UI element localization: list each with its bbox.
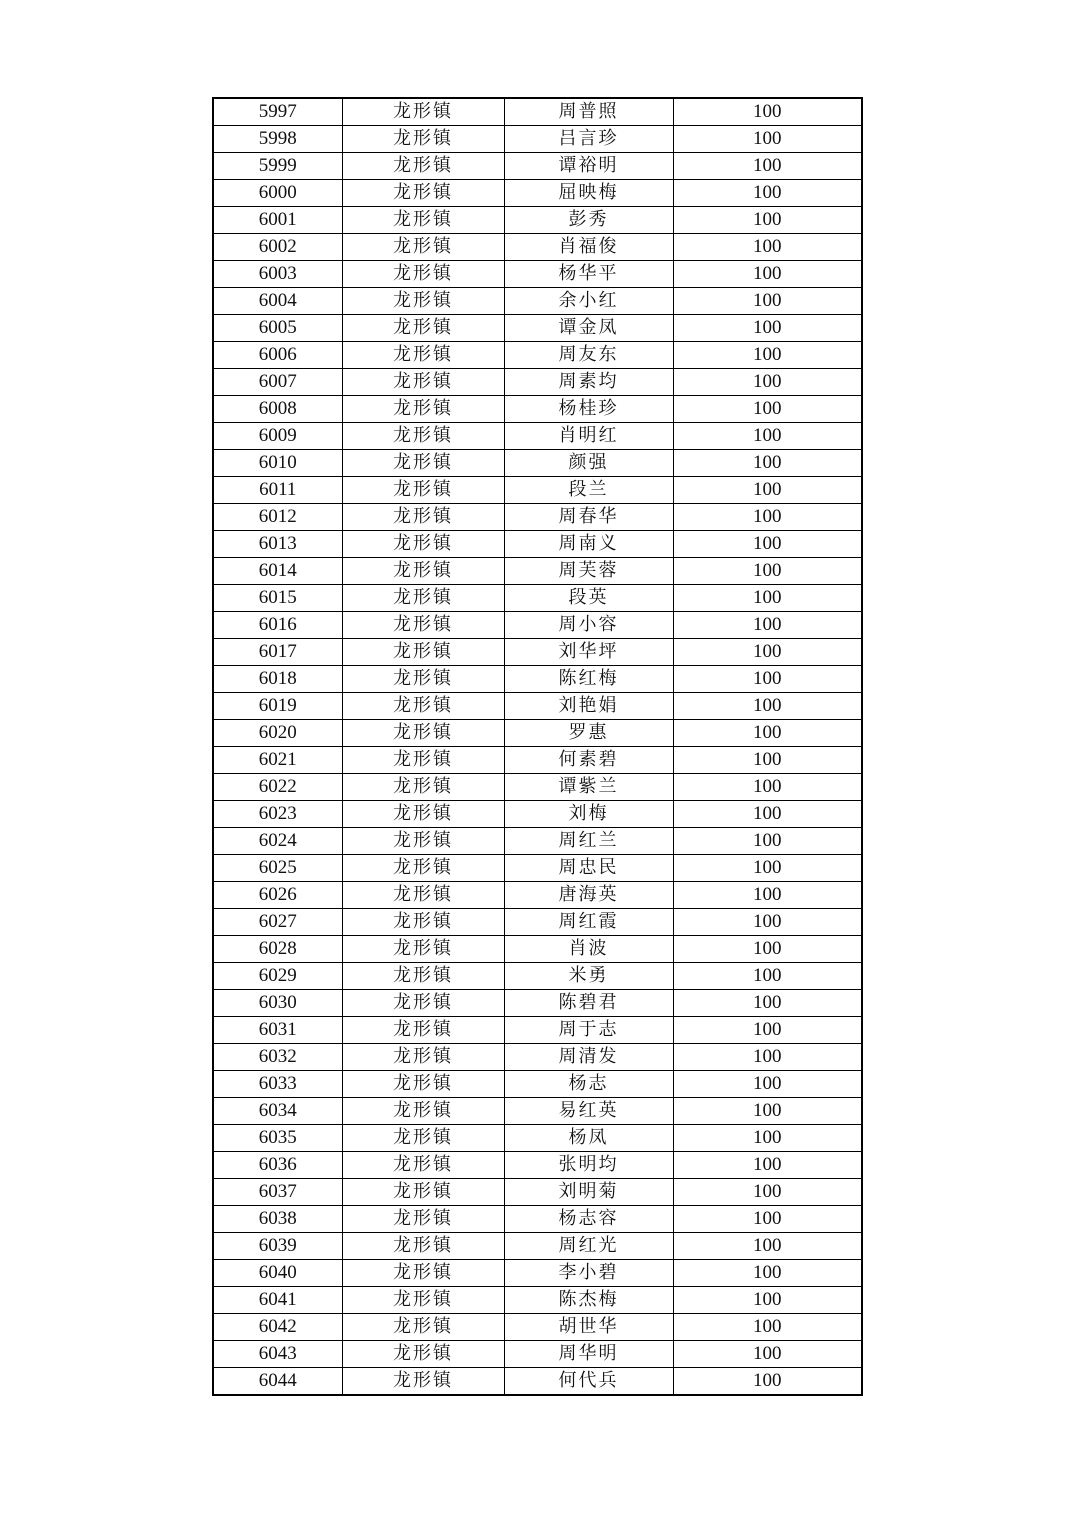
- amount-cell: 100: [673, 261, 862, 288]
- person-name-cell: 杨桂珍: [504, 396, 673, 423]
- person-name-cell: 杨华平: [504, 261, 673, 288]
- table-row: [213, 1314, 862, 1341]
- table-row: [213, 369, 862, 396]
- roster-table-body: [213, 98, 862, 1395]
- table-row: [213, 855, 862, 882]
- town-cell: 龙形镇: [342, 207, 504, 234]
- person-name-cell: 周南义: [504, 531, 673, 558]
- town-cell: 龙形镇: [342, 1341, 504, 1368]
- town-cell: 龙形镇: [342, 126, 504, 153]
- town-cell: 龙形镇: [342, 1098, 504, 1125]
- amount-cell: 100: [673, 315, 862, 342]
- serial-number-cell: 5997: [213, 98, 342, 126]
- table-row: [213, 936, 862, 963]
- town-cell: 龙形镇: [342, 369, 504, 396]
- person-name-cell: 段兰: [504, 477, 673, 504]
- amount-cell: 100: [673, 558, 862, 585]
- person-name-cell: 周素均: [504, 369, 673, 396]
- amount-cell: 100: [673, 477, 862, 504]
- serial-number-cell: 6018: [213, 666, 342, 693]
- amount-cell: 100: [673, 1098, 862, 1125]
- person-name-cell: 唐海英: [504, 882, 673, 909]
- serial-number-cell: 6015: [213, 585, 342, 612]
- amount-cell: 100: [673, 1260, 862, 1287]
- serial-number-cell: 6000: [213, 180, 342, 207]
- serial-number-cell: 6023: [213, 801, 342, 828]
- town-cell: 龙形镇: [342, 1017, 504, 1044]
- amount-cell: 100: [673, 98, 862, 126]
- serial-number-cell: 6033: [213, 1071, 342, 1098]
- town-cell: 龙形镇: [342, 1071, 504, 1098]
- person-name-cell: 谭金凤: [504, 315, 673, 342]
- amount-cell: 100: [673, 666, 862, 693]
- amount-cell: 100: [673, 882, 862, 909]
- town-cell: 龙形镇: [342, 342, 504, 369]
- town-cell: 龙形镇: [342, 936, 504, 963]
- amount-cell: 100: [673, 1233, 862, 1260]
- person-name-cell: 刘明菊: [504, 1179, 673, 1206]
- serial-number-cell: 6010: [213, 450, 342, 477]
- table-row: [213, 234, 862, 261]
- serial-number-cell: 6038: [213, 1206, 342, 1233]
- person-name-cell: 李小碧: [504, 1260, 673, 1287]
- town-cell: 龙形镇: [342, 1125, 504, 1152]
- table-row: [213, 504, 862, 531]
- town-cell: 龙形镇: [342, 828, 504, 855]
- serial-number-cell: 6016: [213, 612, 342, 639]
- serial-number-cell: 5998: [213, 126, 342, 153]
- person-name-cell: 杨志: [504, 1071, 673, 1098]
- amount-cell: 100: [673, 828, 862, 855]
- town-cell: 龙形镇: [342, 315, 504, 342]
- serial-number-cell: 5999: [213, 153, 342, 180]
- serial-number-cell: 6032: [213, 1044, 342, 1071]
- table-row: [213, 747, 862, 774]
- town-cell: 龙形镇: [342, 990, 504, 1017]
- serial-number-cell: 6003: [213, 261, 342, 288]
- serial-number-cell: 6013: [213, 531, 342, 558]
- table-row: [213, 261, 862, 288]
- table-row: [213, 531, 862, 558]
- serial-number-cell: 6009: [213, 423, 342, 450]
- person-name-cell: 周小容: [504, 612, 673, 639]
- serial-number-cell: 6042: [213, 1314, 342, 1341]
- person-name-cell: 谭裕明: [504, 153, 673, 180]
- town-cell: 龙形镇: [342, 180, 504, 207]
- amount-cell: 100: [673, 909, 862, 936]
- amount-cell: 100: [673, 207, 862, 234]
- town-cell: 龙形镇: [342, 801, 504, 828]
- town-cell: 龙形镇: [342, 1287, 504, 1314]
- serial-number-cell: 6034: [213, 1098, 342, 1125]
- person-name-cell: 彭秀: [504, 207, 673, 234]
- table-row: [213, 1260, 862, 1287]
- table-row: [213, 153, 862, 180]
- town-cell: 龙形镇: [342, 234, 504, 261]
- person-name-cell: 周忠民: [504, 855, 673, 882]
- table-row: [213, 477, 862, 504]
- amount-cell: 100: [673, 1314, 862, 1341]
- person-name-cell: 周于志: [504, 1017, 673, 1044]
- serial-number-cell: 6035: [213, 1125, 342, 1152]
- table-row: [213, 1179, 862, 1206]
- amount-cell: 100: [673, 153, 862, 180]
- town-cell: 龙形镇: [342, 504, 504, 531]
- town-cell: 龙形镇: [342, 1260, 504, 1287]
- serial-number-cell: 6014: [213, 558, 342, 585]
- person-name-cell: 肖明红: [504, 423, 673, 450]
- person-name-cell: 肖波: [504, 936, 673, 963]
- table-row: [213, 98, 862, 126]
- person-name-cell: 米勇: [504, 963, 673, 990]
- table-row: [213, 1098, 862, 1125]
- table-row: [213, 1071, 862, 1098]
- table-row: [213, 342, 862, 369]
- table-row: [213, 909, 862, 936]
- town-cell: 龙形镇: [342, 666, 504, 693]
- serial-number-cell: 6026: [213, 882, 342, 909]
- serial-number-cell: 6029: [213, 963, 342, 990]
- town-cell: 龙形镇: [342, 450, 504, 477]
- serial-number-cell: 6004: [213, 288, 342, 315]
- roster-table: [212, 97, 863, 1396]
- table-row: [213, 1152, 862, 1179]
- person-name-cell: 张明均: [504, 1152, 673, 1179]
- amount-cell: 100: [673, 693, 862, 720]
- amount-cell: 100: [673, 720, 862, 747]
- table-row: [213, 585, 862, 612]
- table-row: [213, 1044, 862, 1071]
- person-name-cell: 周红光: [504, 1233, 673, 1260]
- town-cell: 龙形镇: [342, 1152, 504, 1179]
- town-cell: 龙形镇: [342, 477, 504, 504]
- person-name-cell: 胡世华: [504, 1314, 673, 1341]
- amount-cell: 100: [673, 963, 862, 990]
- town-cell: 龙形镇: [342, 855, 504, 882]
- serial-number-cell: 6022: [213, 774, 342, 801]
- person-name-cell: 周友东: [504, 342, 673, 369]
- person-name-cell: 周红兰: [504, 828, 673, 855]
- town-cell: 龙形镇: [342, 1206, 504, 1233]
- person-name-cell: 周红霞: [504, 909, 673, 936]
- amount-cell: 100: [673, 1125, 862, 1152]
- amount-cell: 100: [673, 126, 862, 153]
- serial-number-cell: 6012: [213, 504, 342, 531]
- table-row: [213, 1233, 862, 1260]
- table-row: [213, 423, 862, 450]
- serial-number-cell: 6021: [213, 747, 342, 774]
- serial-number-cell: 6007: [213, 369, 342, 396]
- town-cell: 龙形镇: [342, 1314, 504, 1341]
- town-cell: 龙形镇: [342, 774, 504, 801]
- amount-cell: 100: [673, 1044, 862, 1071]
- person-name-cell: 陈碧君: [504, 990, 673, 1017]
- town-cell: 龙形镇: [342, 909, 504, 936]
- person-name-cell: 周普照: [504, 98, 673, 126]
- amount-cell: 100: [673, 234, 862, 261]
- serial-number-cell: 6030: [213, 990, 342, 1017]
- table-row: [213, 288, 862, 315]
- table-row: [213, 126, 862, 153]
- serial-number-cell: 6008: [213, 396, 342, 423]
- town-cell: 龙形镇: [342, 747, 504, 774]
- town-cell: 龙形镇: [342, 98, 504, 126]
- serial-number-cell: 6037: [213, 1179, 342, 1206]
- table-row: [213, 828, 862, 855]
- person-name-cell: 易红英: [504, 1098, 673, 1125]
- person-name-cell: 颜强: [504, 450, 673, 477]
- serial-number-cell: 6019: [213, 693, 342, 720]
- town-cell: 龙形镇: [342, 288, 504, 315]
- amount-cell: 100: [673, 396, 862, 423]
- serial-number-cell: 6044: [213, 1368, 342, 1396]
- amount-cell: 100: [673, 585, 862, 612]
- table-row: [213, 1341, 862, 1368]
- town-cell: 龙形镇: [342, 585, 504, 612]
- table-row: [213, 558, 862, 585]
- person-name-cell: 杨凤: [504, 1125, 673, 1152]
- town-cell: 龙形镇: [342, 261, 504, 288]
- serial-number-cell: 6006: [213, 342, 342, 369]
- serial-number-cell: 6043: [213, 1341, 342, 1368]
- person-name-cell: 何素碧: [504, 747, 673, 774]
- serial-number-cell: 6020: [213, 720, 342, 747]
- table-row: [213, 666, 862, 693]
- town-cell: 龙形镇: [342, 558, 504, 585]
- serial-number-cell: 6005: [213, 315, 342, 342]
- table-row: [213, 180, 862, 207]
- person-name-cell: 周芙蓉: [504, 558, 673, 585]
- amount-cell: 100: [673, 936, 862, 963]
- table-row: [213, 1368, 862, 1396]
- person-name-cell: 周华明: [504, 1341, 673, 1368]
- town-cell: 龙形镇: [342, 612, 504, 639]
- amount-cell: 100: [673, 774, 862, 801]
- amount-cell: 100: [673, 531, 862, 558]
- table-row: [213, 1125, 862, 1152]
- person-name-cell: 谭紫兰: [504, 774, 673, 801]
- amount-cell: 100: [673, 1287, 862, 1314]
- town-cell: 龙形镇: [342, 1179, 504, 1206]
- table-row: [213, 774, 862, 801]
- serial-number-cell: 6041: [213, 1287, 342, 1314]
- person-name-cell: 罗惠: [504, 720, 673, 747]
- amount-cell: 100: [673, 1206, 862, 1233]
- serial-number-cell: 6011: [213, 477, 342, 504]
- serial-number-cell: 6027: [213, 909, 342, 936]
- serial-number-cell: 6017: [213, 639, 342, 666]
- serial-number-cell: 6031: [213, 1017, 342, 1044]
- person-name-cell: 刘梅: [504, 801, 673, 828]
- person-name-cell: 吕言珍: [504, 126, 673, 153]
- town-cell: 龙形镇: [342, 882, 504, 909]
- table-row: [213, 1287, 862, 1314]
- amount-cell: 100: [673, 1017, 862, 1044]
- amount-cell: 100: [673, 342, 862, 369]
- amount-cell: 100: [673, 180, 862, 207]
- amount-cell: 100: [673, 1071, 862, 1098]
- person-name-cell: 刘艳娟: [504, 693, 673, 720]
- serial-number-cell: 6036: [213, 1152, 342, 1179]
- amount-cell: 100: [673, 1341, 862, 1368]
- amount-cell: 100: [673, 369, 862, 396]
- town-cell: 龙形镇: [342, 693, 504, 720]
- person-name-cell: 陈杰梅: [504, 1287, 673, 1314]
- amount-cell: 100: [673, 1152, 862, 1179]
- table-row: [213, 882, 862, 909]
- table-row: [213, 801, 862, 828]
- amount-cell: 100: [673, 801, 862, 828]
- person-name-cell: 周清发: [504, 1044, 673, 1071]
- amount-cell: 100: [673, 450, 862, 477]
- town-cell: 龙形镇: [342, 639, 504, 666]
- amount-cell: 100: [673, 504, 862, 531]
- person-name-cell: 何代兵: [504, 1368, 673, 1396]
- amount-cell: 100: [673, 1368, 862, 1396]
- town-cell: 龙形镇: [342, 1368, 504, 1396]
- table-row: [213, 1206, 862, 1233]
- table-row: [213, 693, 862, 720]
- serial-number-cell: 6001: [213, 207, 342, 234]
- town-cell: 龙形镇: [342, 1044, 504, 1071]
- serial-number-cell: 6024: [213, 828, 342, 855]
- town-cell: 龙形镇: [342, 963, 504, 990]
- serial-number-cell: 6002: [213, 234, 342, 261]
- person-name-cell: 段英: [504, 585, 673, 612]
- town-cell: 龙形镇: [342, 720, 504, 747]
- serial-number-cell: 6028: [213, 936, 342, 963]
- table-row: [213, 990, 862, 1017]
- person-name-cell: 屈映梅: [504, 180, 673, 207]
- table-row: [213, 396, 862, 423]
- town-cell: 龙形镇: [342, 153, 504, 180]
- person-name-cell: 肖福俊: [504, 234, 673, 261]
- amount-cell: 100: [673, 1179, 862, 1206]
- person-name-cell: 周春华: [504, 504, 673, 531]
- amount-cell: 100: [673, 288, 862, 315]
- table-row: [213, 1017, 862, 1044]
- amount-cell: 100: [673, 747, 862, 774]
- town-cell: 龙形镇: [342, 531, 504, 558]
- table-row: [213, 207, 862, 234]
- town-cell: 龙形镇: [342, 396, 504, 423]
- person-name-cell: 杨志容: [504, 1206, 673, 1233]
- town-cell: 龙形镇: [342, 423, 504, 450]
- table-row: [213, 963, 862, 990]
- table-row: [213, 639, 862, 666]
- serial-number-cell: 6040: [213, 1260, 342, 1287]
- table-row: [213, 612, 862, 639]
- table-row: [213, 720, 862, 747]
- person-name-cell: 余小红: [504, 288, 673, 315]
- amount-cell: 100: [673, 639, 862, 666]
- serial-number-cell: 6039: [213, 1233, 342, 1260]
- amount-cell: 100: [673, 855, 862, 882]
- table-row: [213, 450, 862, 477]
- person-name-cell: 刘华坪: [504, 639, 673, 666]
- amount-cell: 100: [673, 990, 862, 1017]
- town-cell: 龙形镇: [342, 1233, 504, 1260]
- person-name-cell: 陈红梅: [504, 666, 673, 693]
- amount-cell: 100: [673, 423, 862, 450]
- amount-cell: 100: [673, 612, 862, 639]
- table-row: [213, 315, 862, 342]
- serial-number-cell: 6025: [213, 855, 342, 882]
